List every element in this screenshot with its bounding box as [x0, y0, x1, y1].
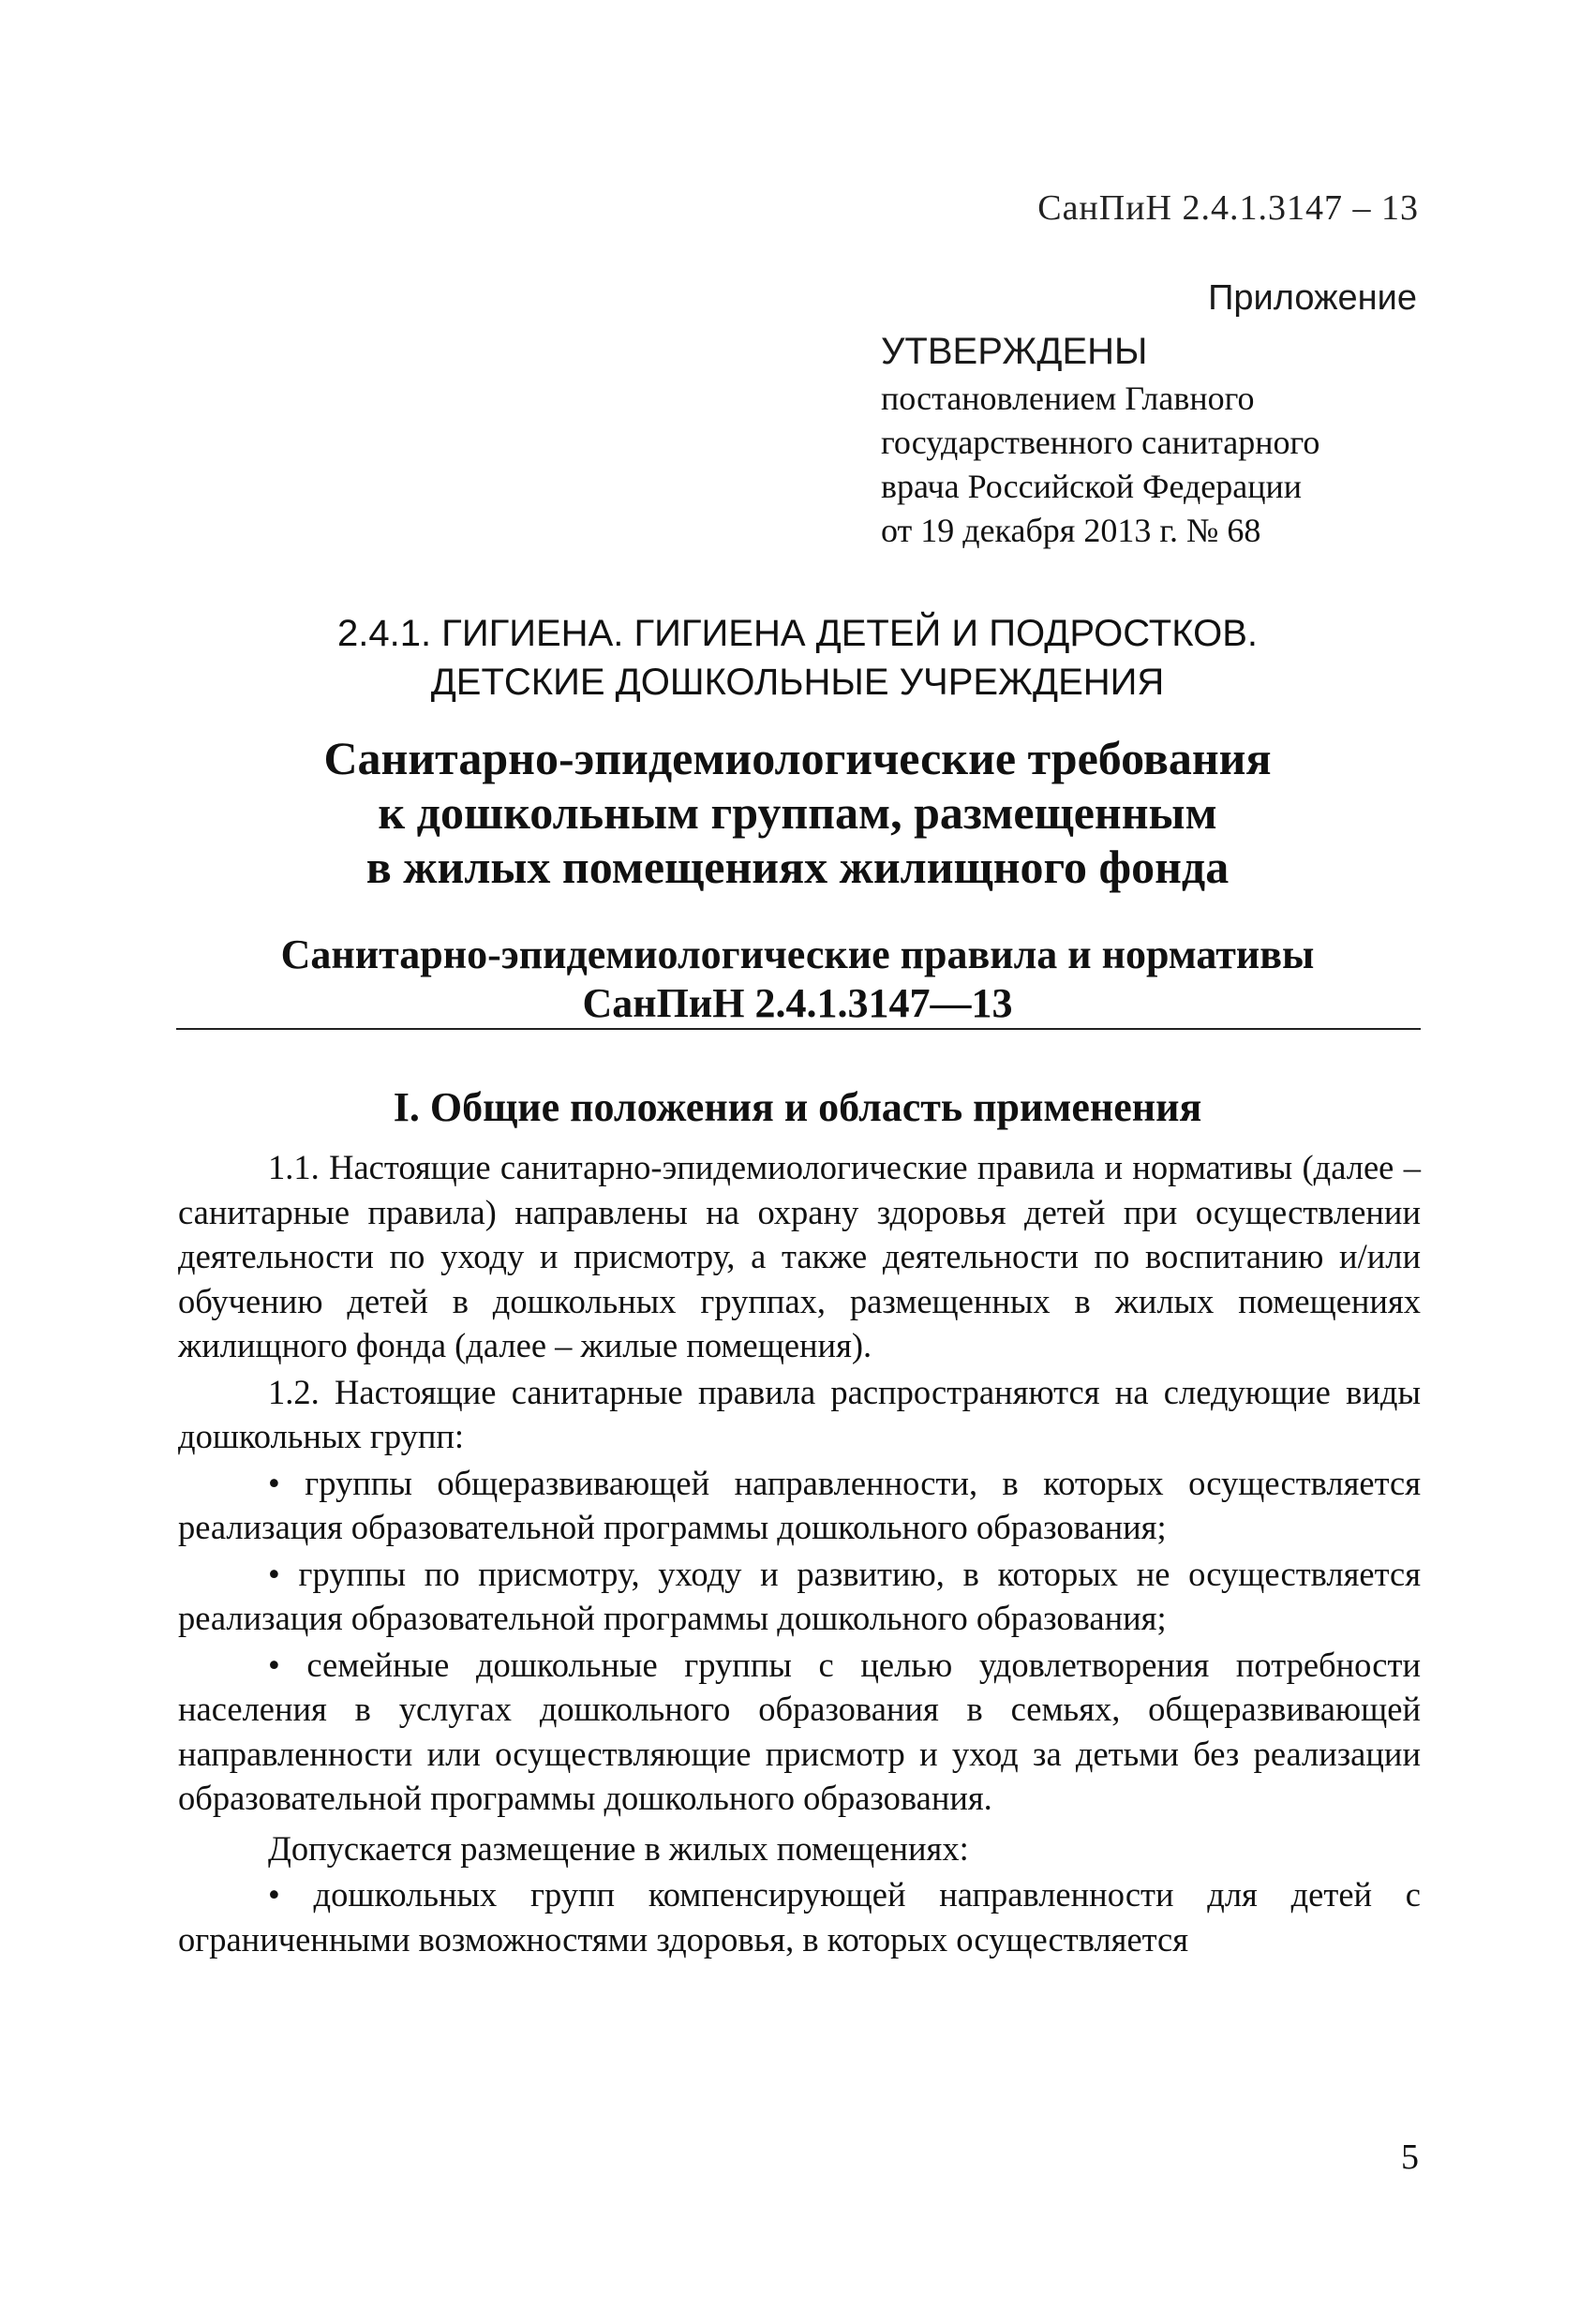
section-code — [0, 609, 1595, 707]
title-divider — [176, 1028, 1421, 1030]
approval-line: врача Российской Федерации — [881, 468, 1303, 505]
body-text — [178, 1145, 1421, 1963]
main-title-line: в жилых помещениях жилищного фонда — [365, 841, 1230, 893]
approval-line: постановлением Главного — [881, 380, 1255, 417]
paragraph: 1.1. Настоящие санитарно-эпидемиологические правила и нормативы (далее – санитарные правила) направлены на охрану здоровья детей при осуществлении деятельности по уходу и присмотру, а также деятельности по воспитанию и/или обучению детей в дошкольных группах, размещенных в жилых помещениях жилищного фонда (далее – жилые помещения). — [178, 1148, 1421, 1364]
approval-line: государственного санитарного — [881, 424, 1320, 461]
main-title-line: к дошкольным группам, размещенным — [378, 786, 1217, 839]
approval-title: УТВЕРЖДЕНЫ — [881, 331, 1148, 372]
approval-block — [881, 326, 1406, 553]
rules-title — [0, 931, 1595, 1028]
main-title — [0, 731, 1595, 894]
rules-title-line: Санитарно-эпидемиологические правила и нормативы — [280, 931, 1315, 977]
page-number: 5 — [1401, 2138, 1419, 2177]
bullet-paragraph: • группы по присмотру, уходу и развитию, в которых не осуществляется реализация образовательной программы дошкольного образования; — [178, 1554, 1421, 1637]
section-code-line: 2.4.1. ГИГИЕНА. ГИГИЕНА ДЕТЕЙ И ПОДРОСТКОВ. — [336, 613, 1258, 654]
paragraph: 1.2. Настоящие санитарные правила распространяются на следующие виды дошкольных групп: — [178, 1372, 1421, 1455]
approval-line: от 19 декабря 2013 г. № 68 — [881, 512, 1261, 549]
main-title-line: Санитарно-эпидемиологические требования — [323, 732, 1272, 784]
bullet-paragraph: • группы общеразвивающей направленности, в которых осуществляется реализация образовательной программы дошкольного образования; — [178, 1463, 1421, 1546]
paragraph: Допускается размещение в жилых помещениях: — [268, 1828, 969, 1868]
bullet-paragraph: • семейные дошкольные группы с целью удовлетворения потребности населения в услугах дошкольного образования в семьях, общеразвивающей направленности или осуществляющие присмотр и уход за детьми без реализации образовательной программы дошкольного образования. — [178, 1645, 1421, 1817]
document-code: СанПиН 2.4.1.3147 – 13 — [1037, 188, 1419, 228]
rules-title-line: СанПиН 2.4.1.3147—13 — [582, 980, 1013, 1026]
section-code-line: ДЕТСКИЕ ДОШКОЛЬНЫЕ УЧРЕЖДЕНИЯ — [430, 662, 1165, 703]
bullet-paragraph: • дошкольных групп компенсирующей направленности для детей с ограниченными возможностями здоровья, в которых осуществляется — [178, 1875, 1421, 1959]
section-heading: I. Общие положения и область применения — [393, 1084, 1202, 1130]
appendix-label: Приложение — [1208, 278, 1417, 318]
